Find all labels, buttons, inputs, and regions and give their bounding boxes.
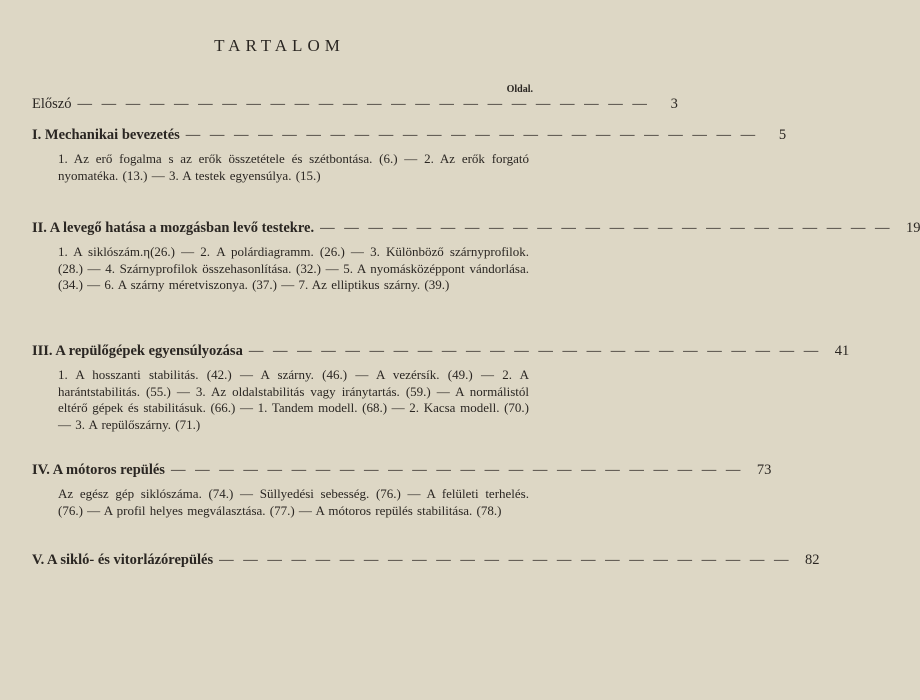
entry-page-number: 41 — [834, 343, 850, 359]
entry-subtopics: 1. Az erő fogalma s az erők összetétele és szétbontása. (6.) — 2. Az erők forgató nyomatéka. (13.) — 3. A testek egyensúlya. (15.) — [58, 151, 529, 183]
entry-page-number: 19 — [905, 220, 920, 236]
entry-title: I. Mechanikai bevezetés — [32, 127, 180, 143]
toc-entry-chapter-5 — [32, 552, 820, 569]
entry-page-number: 73 — [756, 462, 772, 478]
entry-subtopics: 1. A siklószám.η(26.) — 2. A polárdiagramm. (26.) — 3. Különböző szárnyprofilok. (28.) — 4. Szárnyprofilok összehasonlítása. (32.) — 5. A nyomásközéppont vándorlása. (34.) — 6. A szárny méretviszonya. (37.) — 7. Az elliptikus szárny. (39.) — [58, 244, 529, 292]
entry-title: Előszó — [32, 96, 72, 112]
dash-leader: — — — — — — — — — — — — — — — — — — — — — — — — — [77, 96, 650, 112]
entry-title: IV. A mótoros repülés — [32, 462, 165, 478]
page-column-label: Oldal. — [506, 84, 533, 95]
dash-leader: — — — — — — — — — — — — — — — — — — — — — — — — — [248, 343, 822, 359]
page-title: TARTALOM — [214, 36, 345, 55]
entry-title: II. A levegő hatása a mozgásban levő testekre. — [32, 220, 315, 236]
entry-subtopics: 1. A hosszanti stabilitás. (42.) — A szárny. (46.) — A vezérsík. (49.) — 2. A harántstabilitás. (55.) — 3. Az oldalstabilitás vagy iránytartás. (59.) — A normálistól eltérő gépek és stabilitásuk. (66.) — 1. Tandem modell. (68.) — 2. Kacsa modell. (70.) — 3. A repülőszárny. (71.) — [58, 367, 529, 432]
entry-title: V. A sikló- és vitorlázórepülés — [32, 552, 214, 568]
dash-leader: — — — — — — — — — — — — — — — — — — — — — — — — — [185, 127, 759, 143]
toc-entry-chapter-1 — [32, 127, 787, 184]
entry-page-number: 82 — [805, 552, 820, 568]
entry-subtopics: Az egész gép siklószáma. (74.) — Süllyedési sebesség. (76.) — A felületi terhelés. (76.) — A profil helyes megválasztása. (77.) — A mótoros repülés stabilitása. (78.) — [58, 486, 529, 518]
toc-entry-foreword — [32, 96, 678, 113]
entry-page-number: 3 — [670, 96, 678, 112]
toc-entry-chapter-4 — [32, 462, 772, 519]
entry-page-number: 5 — [778, 127, 787, 143]
toc-entry-chapter-2 — [32, 220, 920, 294]
dash-leader: — — — — — — — — — — — — — — — — — — — — — — — — — [219, 552, 792, 568]
entry-title: III. A repülőgépek egyensúlyozása — [32, 343, 243, 359]
toc-entry-chapter-3 — [32, 343, 850, 433]
dash-leader: — — — — — — — — — — — — — — — — — — — — — — — — — [320, 220, 893, 236]
dash-leader: — — — — — — — — — — — — — — — — — — — — — — — — — [170, 462, 744, 478]
